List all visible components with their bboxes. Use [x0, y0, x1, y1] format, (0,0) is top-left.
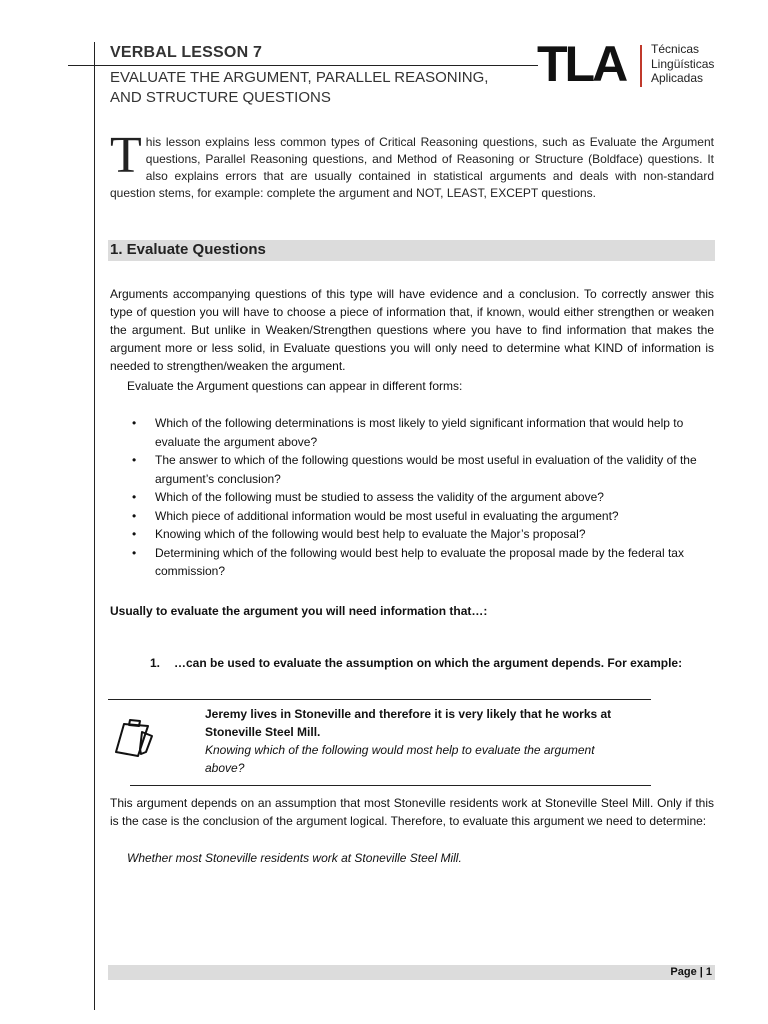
list-item-text: Which of the following must be studied to assess the validity of the argument above?: [155, 490, 604, 504]
list-item-text: Determining which of the following would best help to evaluate the proposal made by the federal tax commission?: [155, 545, 684, 578]
logo-line-1: Técnicas: [651, 42, 700, 56]
subtitle-line-1: EVALUATE THE ARGUMENT, PARALLEL REASONING,: [110, 69, 489, 86]
drop-cap: T: [110, 127, 142, 184]
page-number: Page | 1: [670, 966, 712, 978]
item-text: …can be used to evaluate the assumption on which the argument depends. For example:: [174, 656, 683, 670]
usually-heading: Usually to evaluate the argument you will need information that…:: [110, 604, 488, 618]
bullet-marker: •: [132, 416, 137, 430]
item-number: 1.: [150, 656, 161, 670]
header-rule: [68, 65, 538, 66]
logo-line-2: Lingüísticas: [651, 56, 715, 71]
determination-text: Whether most Stoneville residents work at Stoneville Steel Mill.: [127, 851, 462, 865]
subtitle-line-2: AND STRUCTURE QUESTIONS: [110, 89, 331, 106]
list-item: [132, 414, 722, 451]
tla-logo: [537, 36, 737, 92]
clipboard-pencil-icon: [114, 716, 154, 760]
list-item-text: Knowing which of the following would best help to evaluate the Major’s proposal?: [155, 527, 586, 541]
list-item: [132, 544, 722, 581]
list-item: [132, 488, 722, 507]
intro-text: his lesson explains less common types of Critical Reasoning questions, such as Evaluate the Argument questions, Parallel Reasoning questions, and Method of Reasoning or Structure (Boldface) questions. It also explains errors that are usually contained in statistical arguments and deals with non-standard question stems, for example: complete the argument and NOT, LEAST, EXCEPT questions.: [110, 135, 714, 200]
example-argument: Jeremy lives in Stoneville and therefore it is very likely that he works at Stoneville Steel Mill.: [205, 707, 612, 739]
lesson-title: VERBAL LESSON 7: [110, 44, 263, 61]
section-paragraph: Arguments accompanying questions of this type will have evidence and a conclusion. To correctly answer this type of question you will have to choose a piece of information that, if known, would either strengthen or weaken the argument. But unlike in Weaken/Strengthen questions where you have to find information that makes the argument more or less solid, in Evaluate questions you will only need to determine what KIND of information is needed to strengthen/weaken the argument.: [110, 287, 714, 373]
intro-paragraph: [110, 127, 714, 202]
list-item-text: Which piece of additional information would be most useful in evaluating the argument?: [155, 508, 619, 523]
bullet-marker: •: [132, 545, 137, 560]
left-margin-rule: [94, 42, 95, 1010]
list-item-text: Which of the following determinations is most likely to yield significant information that would help to evaluate the argument above?: [155, 416, 684, 449]
logo-line-3: Aplicadas: [651, 71, 704, 85]
footer-bar: [108, 965, 715, 980]
list-item-text: The answer to which of the following questions would be most useful in evaluation of the validity of the argument’s conclusion?: [155, 453, 697, 486]
logo-mark: TLA: [537, 36, 626, 92]
list-item: [132, 451, 722, 488]
logo-wordmark: [651, 42, 714, 86]
bullet-marker: •: [132, 508, 137, 523]
bullet-marker: •: [132, 490, 137, 504]
section-title: 1. Evaluate Questions: [110, 241, 266, 258]
logo-divider: [640, 45, 642, 87]
list-item: [132, 507, 722, 526]
bullet-marker: •: [132, 453, 137, 467]
list-item: [132, 525, 722, 544]
bullet-marker: •: [132, 527, 137, 541]
forms-intro: Evaluate the Argument questions can appear in different forms:: [127, 379, 463, 393]
example-bottom-rule: [130, 785, 651, 786]
question-forms-list: [132, 414, 722, 581]
example-top-rule: [108, 699, 651, 700]
lesson-subtitle: [110, 68, 530, 108]
explanation-paragraph: This argument depends on an assumption that most Stoneville residents work at Stoneville Steel Mill. Only if this is the case is the conclusion of the argument logical. Therefore, to evaluate this argument we need to determine:: [110, 796, 714, 828]
numbered-item: [150, 654, 714, 672]
example-question: Knowing which of the following would most help to evaluate the argument above?: [205, 743, 595, 775]
